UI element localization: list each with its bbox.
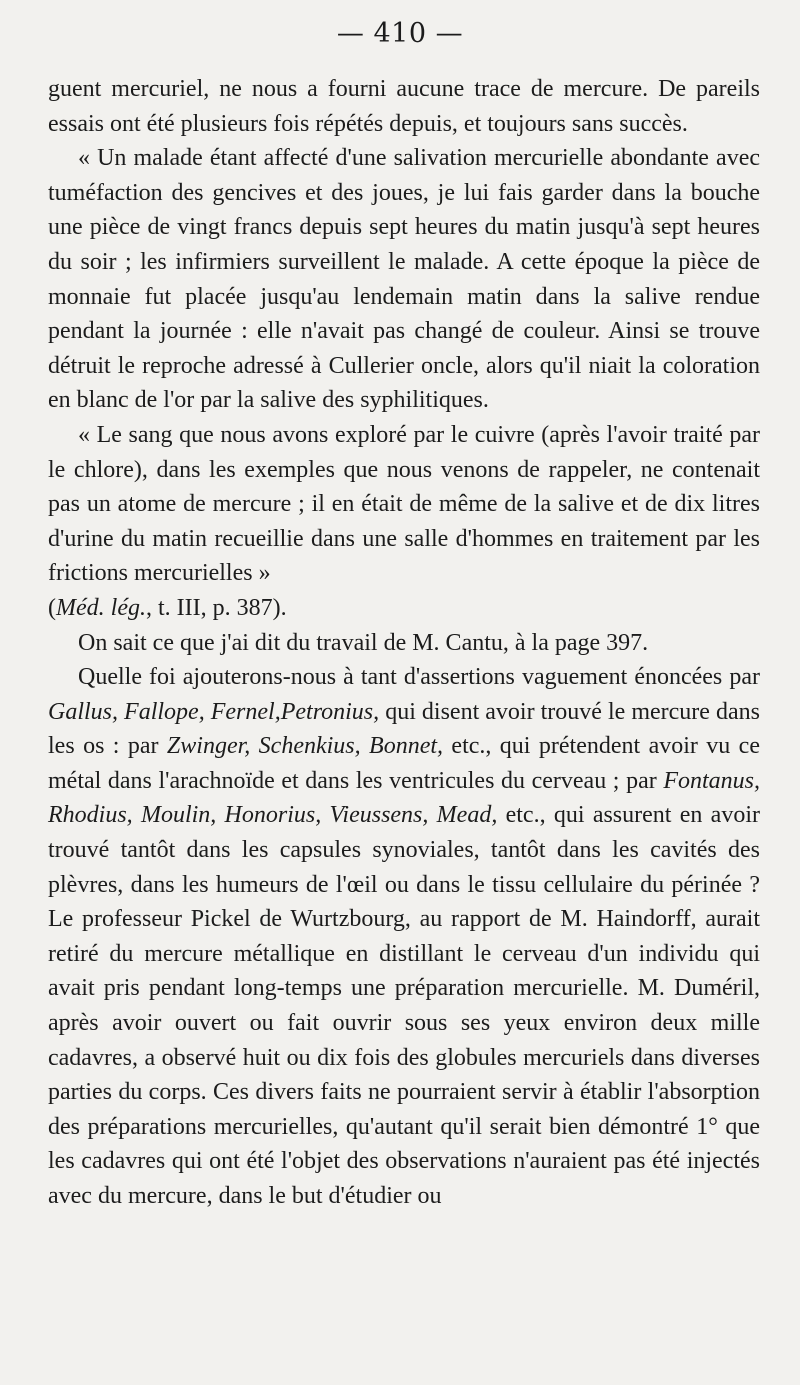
paragraph-continuation: guent mercuriel, ne nous a fourni aucune trace de mercure. De pareils essais ont été plusieurs fois répétés depuis, et toujours sans succès. — [48, 76, 760, 137]
assertions-text: Quelle foi ajouterons-nous à tant d'assertions vaguement énoncées par — [78, 664, 760, 691]
paragraph-citation: (Méd. lég., t. III, p. 387). — [48, 594, 287, 621]
assertions-text: etc., qui assurent en avoir trouvé tantôt dans les capsules synoviales, tantôt dans les cavités des plèvres, dans les humeurs de l'œil ou dans le tissu cellulaire du périnée ? Le professeur Pickel de Wurtzbourg, au rapport de M. Haindorff, aurait retiré du mercure métallique en distillant le cerveau d'un individu qui avait pris pendant long-temps une préparation mercurielle. M. Duméril, après avoir ouvert ou fait ouvrir sous ses yeux environ deux mille cadavres, a observé huit ou dix fois des globules mercuriels dans diverses parties du corps. Ces divers faits ne pourraient servir à établir l'absorption des préparations mercurielles, qu'autant qu'il serait bien démontré 1° que les cadavres qui ont été l'objet des observations n'auraient pas été injectés avec du mercure, dans le but d'étudier ou — [48, 802, 760, 1209]
author-names-group-1: Gallus, Fallope, Fernel,Petronius, — [48, 698, 380, 725]
author-names-group-3: Fontanus, Rhodius, Moulin, Honorius, Vieussens, Mead, — [48, 767, 760, 829]
paragraph-assertions — [48, 660, 760, 1214]
author-names-group-2: Zwinger, Schenkius, Bonnet, — [166, 733, 444, 760]
assertions-text: etc., qui prétendent avoir vu ce métal dans l'arachnoïde et dans les ventricules du cerveau ; par — [48, 733, 760, 794]
page-body — [48, 72, 760, 1214]
citation-title: Méd. lég. — [56, 594, 146, 621]
page-number: — 410 — — [336, 18, 464, 49]
paragraph-quote-blood: « Le sang que nous avons exploré par le cuivre (après l'avoir traité par le chlore), dans les exemples que nous venons de rappeler, ne contenait pas un atome de mercure ; il en était de même de la salive et de dix litres d'urine du matin recueillie dans une salle d'hommes en traitement par les frictions mercurielles » — [48, 421, 760, 587]
paragraph-cantu: On sait ce que j'ai dit du travail de M. Cantu, à la page 397. — [78, 629, 649, 656]
citation-reference: , t. III, p. 387). — [145, 594, 287, 621]
assertions-text: qui disent avoir trouvé le mercure dans les os : par — [48, 698, 760, 760]
paragraph-quote-salivation: « Un malade étant affecté d'une salivation mercurielle abondante avec tuméfaction des gencives et des joues, je lui fais garder dans la bouche une pièce de vingt francs depuis sept heures du matin jusqu'à sept heures du soir ; les infirmiers surveillent le malade. A cette époque la pièce de monnaie fut placée jusqu'au lendemain matin dans la salive rendue pendant la journée : elle n'avait pas changé de couleur. Ainsi se trouve détruit le reproche adressé à Cullerier oncle, alors qu'il niait la coloration en blanc de l'or par la salive des syphilitiques. — [48, 145, 760, 414]
